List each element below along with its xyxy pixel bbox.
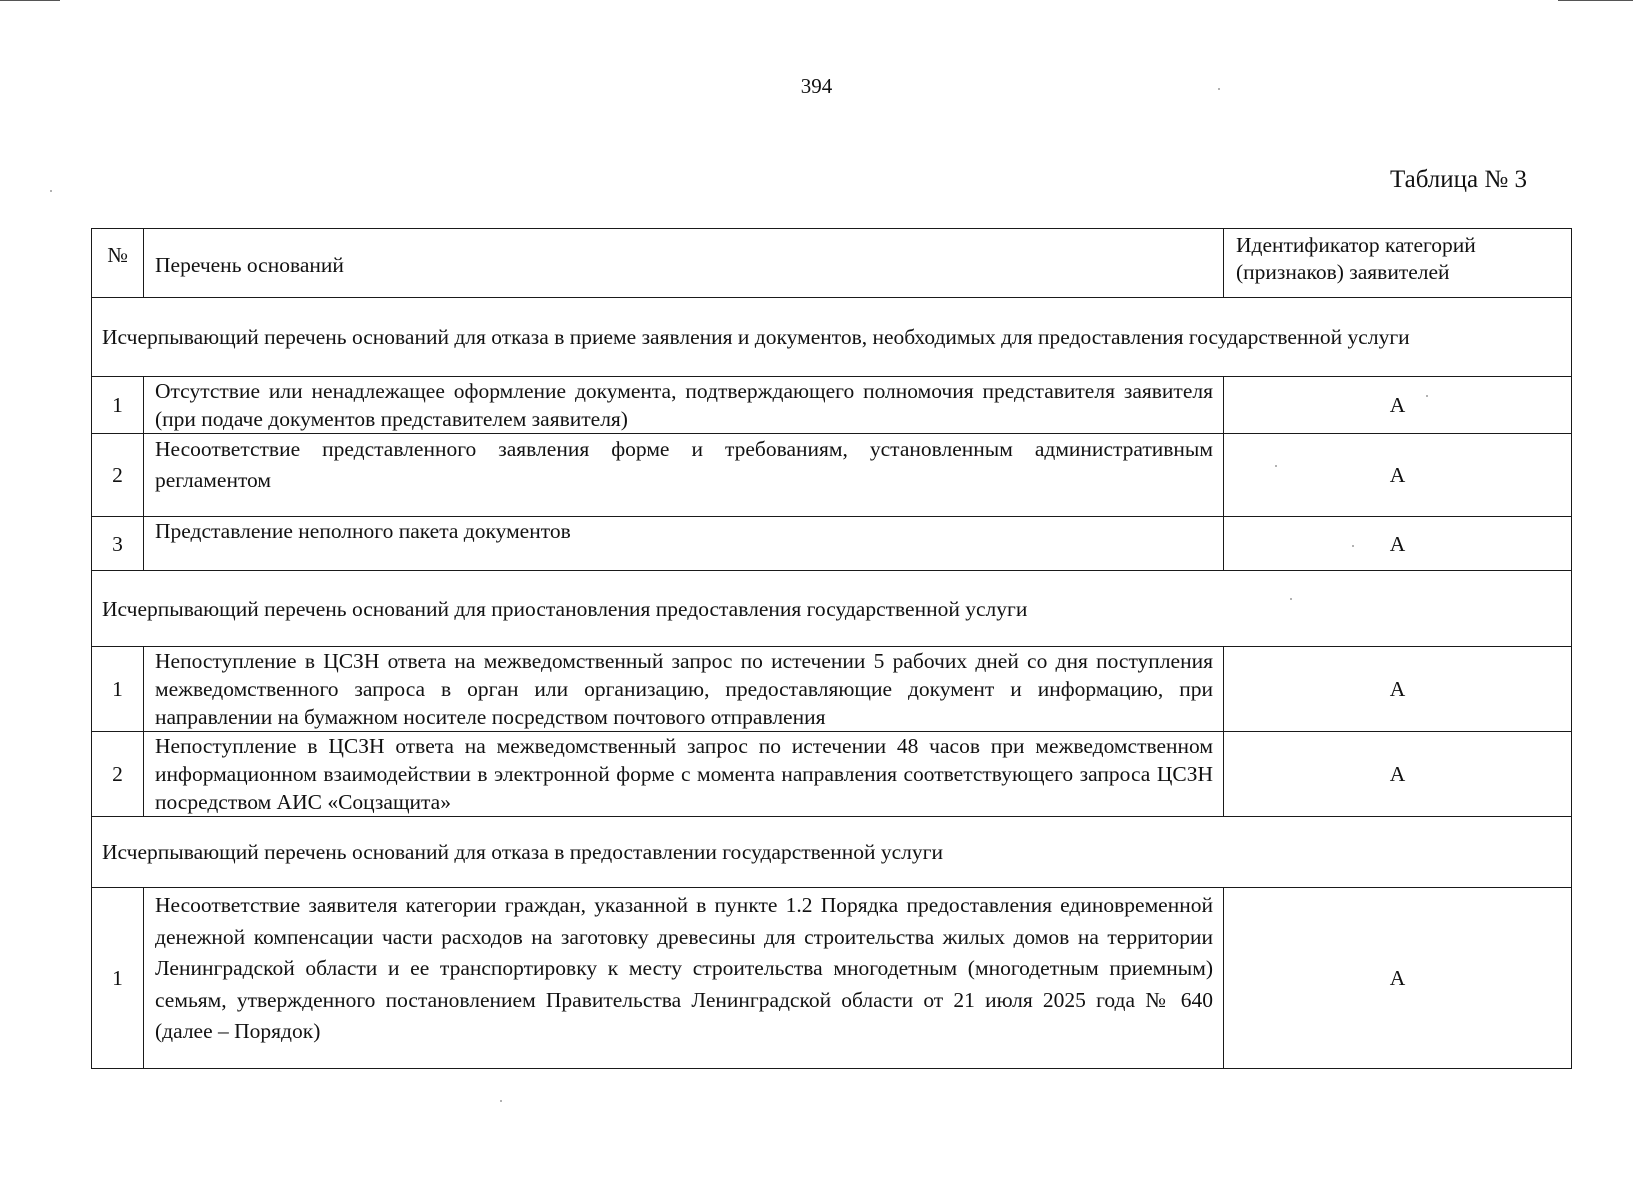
scan-speck [50, 190, 52, 192]
section-title: Исчерпывающий перечень оснований для отказа в приеме заявления и документов, необходимых для предоставления государственной услуги [92, 298, 1572, 377]
row-text: Отсутствие или ненадлежащее оформление документа, подтверждающего полномочия представителя заявителя (при подаче документов представителем заявителя) [144, 377, 1224, 434]
page-number: 394 [800, 74, 833, 98]
scan-edge-mark-right [1558, 0, 1633, 1]
scan-speck [1426, 395, 1428, 397]
table-header-row [92, 229, 1572, 298]
row-category: А [1224, 888, 1572, 1069]
header-list: Перечень оснований [144, 229, 1224, 298]
section-row [92, 571, 1572, 647]
row-category: А [1224, 517, 1572, 571]
row-text: Несоответствие заявителя категории граждан, указанной в пункте 1.2 Порядка предоставления единовременной денежной компенсации части расходов на заготовку древесины для строительства жилых домов на территории Ленинградской области и ее транспортировку к месту строительства многодетным (многодетным приемным) семьям, утвержденного постановлением Правительства Ленинградской области от 21 июля 2025 года № 640 (далее – Порядок) [144, 888, 1224, 1069]
table-row [92, 888, 1572, 1069]
row-num: 1 [92, 647, 144, 732]
table-row [92, 647, 1572, 732]
table-row [92, 732, 1572, 817]
row-num: 1 [92, 888, 144, 1069]
row-text: Несоответствие представленного заявления форме и требованиям, установленным административным регламентом [144, 434, 1224, 517]
row-num: 2 [92, 434, 144, 517]
scan-speck [1218, 88, 1220, 90]
row-text: Непоступление в ЦСЗН ответа на межведомственный запрос по истечении 5 рабочих дней со дня поступления межведомственного запроса в орган или организацию, предоставляющие документ и информацию, при направлении на бумажном носителе посредством почтового отправления [144, 647, 1224, 732]
grounds-table [91, 228, 1572, 1069]
row-num: 2 [92, 732, 144, 817]
section-title: Исчерпывающий перечень оснований для отказа в предоставлении государственной услуги [92, 817, 1572, 888]
row-category: А [1224, 377, 1572, 434]
table-row [92, 377, 1572, 434]
scan-speck [1290, 598, 1292, 600]
table-row [92, 517, 1572, 571]
scan-speck [500, 1100, 502, 1102]
header-category: Идентификатор категорий (признаков) заявителей [1224, 229, 1572, 298]
row-category: А [1224, 434, 1572, 517]
row-category: А [1224, 647, 1572, 732]
row-num: 3 [92, 517, 144, 571]
scan-speck [1352, 545, 1354, 547]
row-num: 1 [92, 377, 144, 434]
header-num: № [92, 229, 144, 298]
row-text: Представление неполного пакета документов [144, 517, 1224, 571]
table-caption: Таблица № 3 [1389, 166, 1527, 193]
scan-edge-mark-left [0, 0, 60, 1]
row-text: Непоступление в ЦСЗН ответа на межведомственный запрос по истечении 48 часов при межведомственном информационном взаимодействии в электронной форме с момента направления соответствующего запроса ЦСЗН посредством АИС «Соцзащита» [144, 732, 1224, 817]
section-row [92, 817, 1572, 888]
table-row [92, 434, 1572, 517]
section-title: Исчерпывающий перечень оснований для приостановления предоставления государственной услуги [92, 571, 1572, 647]
scan-speck [1275, 465, 1277, 467]
section-row [92, 298, 1572, 377]
row-category: А [1224, 732, 1572, 817]
